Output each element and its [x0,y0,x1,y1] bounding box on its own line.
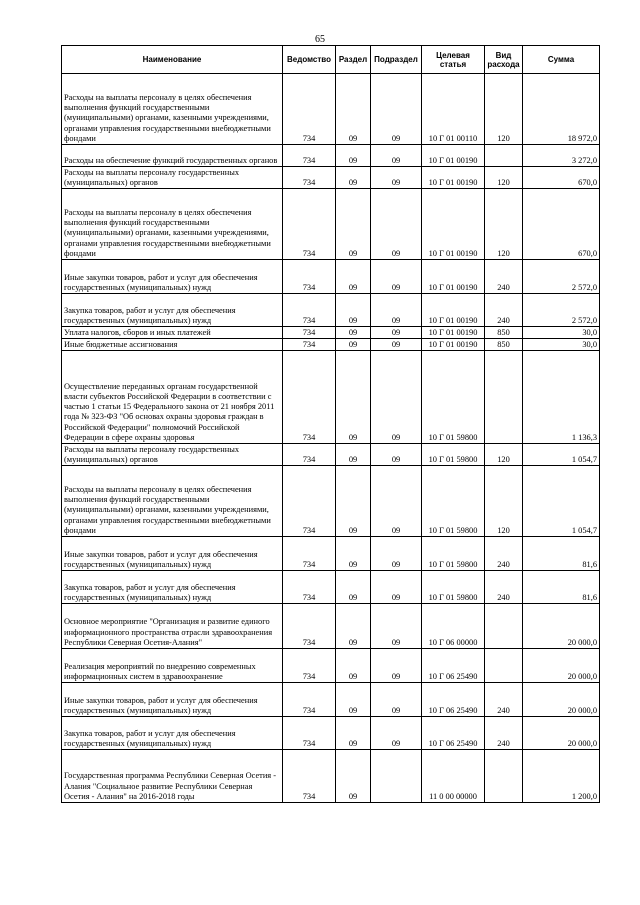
table-row [62,750,600,803]
table-row [62,604,600,649]
row-expense-type: 120 [485,189,523,260]
row-name: Расходы на выплаты персоналу в целях обеспечения выполнения функций государственными (муниципальными) органами, казенными учреждениями, органами управления государственными внебюджетными фондами [62,189,283,260]
row-name: Расходы на выплаты персоналу государственных (муниципальных) органов [62,167,283,189]
row-subsection: 09 [371,294,422,327]
row-department: 734 [283,145,336,167]
row-sum: 2 572,0 [523,260,600,294]
row-expense-type: 240 [485,683,523,717]
row-expense-type: 120 [485,167,523,189]
row-target-article: 10 Г 06 25490 [422,683,485,717]
table-row [62,537,600,571]
row-name: Основное мероприятие "Организация и развитие единого информационного пространства отрасли здравоохранения Республики Северная Осетия-Алания" [62,604,283,649]
row-section: 09 [336,444,371,466]
row-sum: 81,6 [523,571,600,604]
table-row [62,189,600,260]
row-section: 09 [336,466,371,537]
row-target-article: 10 Г 01 00190 [422,189,485,260]
row-target-article: 10 Г 01 00190 [422,294,485,327]
row-department: 734 [283,327,336,339]
row-subsection: 09 [371,260,422,294]
row-target-article: 10 Г 01 59800 [422,444,485,466]
row-department: 734 [283,604,336,649]
row-section: 09 [336,339,371,351]
row-section: 09 [336,327,371,339]
row-target-article: 10 Г 06 25490 [422,717,485,750]
row-target-article: 10 Г 01 00110 [422,74,485,145]
row-sum: 1 200,0 [523,750,600,803]
table-row [62,571,600,604]
row-sum: 18 972,0 [523,74,600,145]
row-subsection: 09 [371,683,422,717]
header-name: Наименование [62,46,283,74]
row-department: 734 [283,74,336,145]
row-department: 734 [283,750,336,803]
row-sum: 20 000,0 [523,649,600,683]
table-row [62,649,600,683]
row-subsection [371,750,422,803]
row-department: 734 [283,466,336,537]
row-sum: 1 054,7 [523,466,600,537]
row-subsection: 09 [371,351,422,444]
row-section: 09 [336,571,371,604]
row-section: 09 [336,294,371,327]
row-name: Закупка товаров, работ и услуг для обеспечения государственных (муниципальных) нужд [62,717,283,750]
row-expense-type [485,351,523,444]
row-expense-type: 120 [485,74,523,145]
row-section: 09 [336,145,371,167]
row-sum: 1 136,3 [523,351,600,444]
row-name: Расходы на выплаты персоналу в целях обеспечения выполнения функций государственными (муниципальными) органами, казенными учреждениями, органами управления государственными внебюджетными фондами [62,74,283,145]
row-department: 734 [283,294,336,327]
row-subsection: 09 [371,649,422,683]
row-target-article: 10 Г 01 59800 [422,351,485,444]
page-number: 65 [315,34,325,45]
row-department: 734 [283,649,336,683]
row-sum: 20 000,0 [523,683,600,717]
row-subsection: 09 [371,444,422,466]
row-department: 734 [283,260,336,294]
row-subsection: 09 [371,189,422,260]
table-row [62,466,600,537]
row-name: Иные закупки товаров, работ и услуг для обеспечения государственных (муниципальных) нужд [62,260,283,294]
table-header-row [62,46,600,74]
row-name: Расходы на выплаты персоналу государственных (муниципальных) органов [62,444,283,466]
row-sum: 30,0 [523,339,600,351]
row-section: 09 [336,351,371,444]
row-expense-type [485,145,523,167]
table-row [62,327,600,339]
table-row [62,167,600,189]
row-subsection: 09 [371,74,422,145]
row-subsection: 09 [371,537,422,571]
row-sum: 1 054,7 [523,444,600,466]
row-section: 09 [336,537,371,571]
row-subsection: 09 [371,604,422,649]
row-department: 734 [283,339,336,351]
budget-table [61,45,600,803]
row-target-article: 10 Г 01 00190 [422,339,485,351]
table-row [62,260,600,294]
row-section: 09 [336,604,371,649]
row-expense-type: 120 [485,444,523,466]
row-section: 09 [336,260,371,294]
row-department: 734 [283,683,336,717]
row-target-article: 10 Г 01 59800 [422,537,485,571]
row-department: 734 [283,571,336,604]
row-subsection: 09 [371,167,422,189]
table-row [62,339,600,351]
row-section: 09 [336,167,371,189]
table-row [62,717,600,750]
row-subsection: 09 [371,466,422,537]
row-name: Иные закупки товаров, работ и услуг для обеспечения государственных (муниципальных) нужд [62,683,283,717]
table-row [62,145,600,167]
row-name: Осуществление переданных органам государственной власти субъектов Российской Федерации в соответствии с частью 1 статьи 15 Федерального закона от 21 ноября 2011 года № 323-ФЗ "Об основах охраны здоровья граждан в Российской Федерации" полномочий Российской Федерации в сфере охраны здоровья [62,351,283,444]
table-row [62,351,600,444]
row-section: 09 [336,189,371,260]
row-target-article: 10 Г 06 25490 [422,649,485,683]
row-expense-type [485,649,523,683]
row-sum: 2 572,0 [523,294,600,327]
row-department: 734 [283,167,336,189]
row-expense-type [485,750,523,803]
row-sum: 30,0 [523,327,600,339]
row-target-article: 10 Г 01 59800 [422,571,485,604]
row-sum: 81,6 [523,537,600,571]
row-sum: 670,0 [523,167,600,189]
row-expense-type: 240 [485,571,523,604]
row-name: Расходы на выплаты персоналу в целях обеспечения выполнения функций государственными (муниципальными) органами, казенными учреждениями, органами управления государственными внебюджетными фондами [62,466,283,537]
row-name: Реализация мероприятий по внедрению современных информационных систем в здравоохранение [62,649,283,683]
table-row [62,683,600,717]
table-row [62,294,600,327]
row-expense-type: 240 [485,294,523,327]
row-sum: 20 000,0 [523,717,600,750]
row-subsection: 09 [371,339,422,351]
header-expense-type: Вид расхода [485,46,523,74]
row-department: 734 [283,717,336,750]
header-department: Ведомство [283,46,336,74]
table-row [62,74,600,145]
row-target-article: 10 Г 01 00190 [422,167,485,189]
row-subsection: 09 [371,145,422,167]
row-department: 734 [283,189,336,260]
row-name: Государственная программа Республики Северная Осетия - Алания "Социальное развитие Республики Северная Осетия - Алания" на 2016-2018 годы [62,750,283,803]
row-sum: 20 000,0 [523,604,600,649]
row-section: 09 [336,750,371,803]
row-expense-type: 240 [485,260,523,294]
row-department: 734 [283,351,336,444]
row-department: 734 [283,444,336,466]
row-name: Уплата налогов, сборов и иных платежей [62,327,283,339]
row-section: 09 [336,649,371,683]
row-expense-type: 120 [485,466,523,537]
row-section: 09 [336,74,371,145]
row-name: Закупка товаров, работ и услуг для обеспечения государственных (муниципальных) нужд [62,571,283,604]
header-target-article: Целевая статья [422,46,485,74]
row-name: Расходы на обеспечение функций государственных органов [62,145,283,167]
row-name: Иные закупки товаров, работ и услуг для обеспечения государственных (муниципальных) нужд [62,537,283,571]
row-expense-type: 240 [485,537,523,571]
row-subsection: 09 [371,327,422,339]
table-row [62,444,600,466]
row-target-article: 10 Г 01 00190 [422,260,485,294]
row-target-article: 11 0 00 00000 [422,750,485,803]
row-target-article: 10 Г 01 00190 [422,327,485,339]
header-subsection: Подраздел [371,46,422,74]
row-name: Закупка товаров, работ и услуг для обеспечения государственных (муниципальных) нужд [62,294,283,327]
row-section: 09 [336,683,371,717]
row-target-article: 10 Г 06 00000 [422,604,485,649]
row-expense-type: 240 [485,717,523,750]
row-target-article: 10 Г 01 00190 [422,145,485,167]
row-department: 734 [283,537,336,571]
header-sum: Сумма [523,46,600,74]
row-subsection: 09 [371,717,422,750]
row-sum: 670,0 [523,189,600,260]
row-target-article: 10 Г 01 59800 [422,466,485,537]
row-name: Иные бюджетные ассигнования [62,339,283,351]
row-expense-type: 850 [485,339,523,351]
row-sum: 3 272,0 [523,145,600,167]
row-subsection: 09 [371,571,422,604]
row-section: 09 [336,717,371,750]
row-expense-type: 850 [485,327,523,339]
header-section: Раздел [336,46,371,74]
row-expense-type [485,604,523,649]
